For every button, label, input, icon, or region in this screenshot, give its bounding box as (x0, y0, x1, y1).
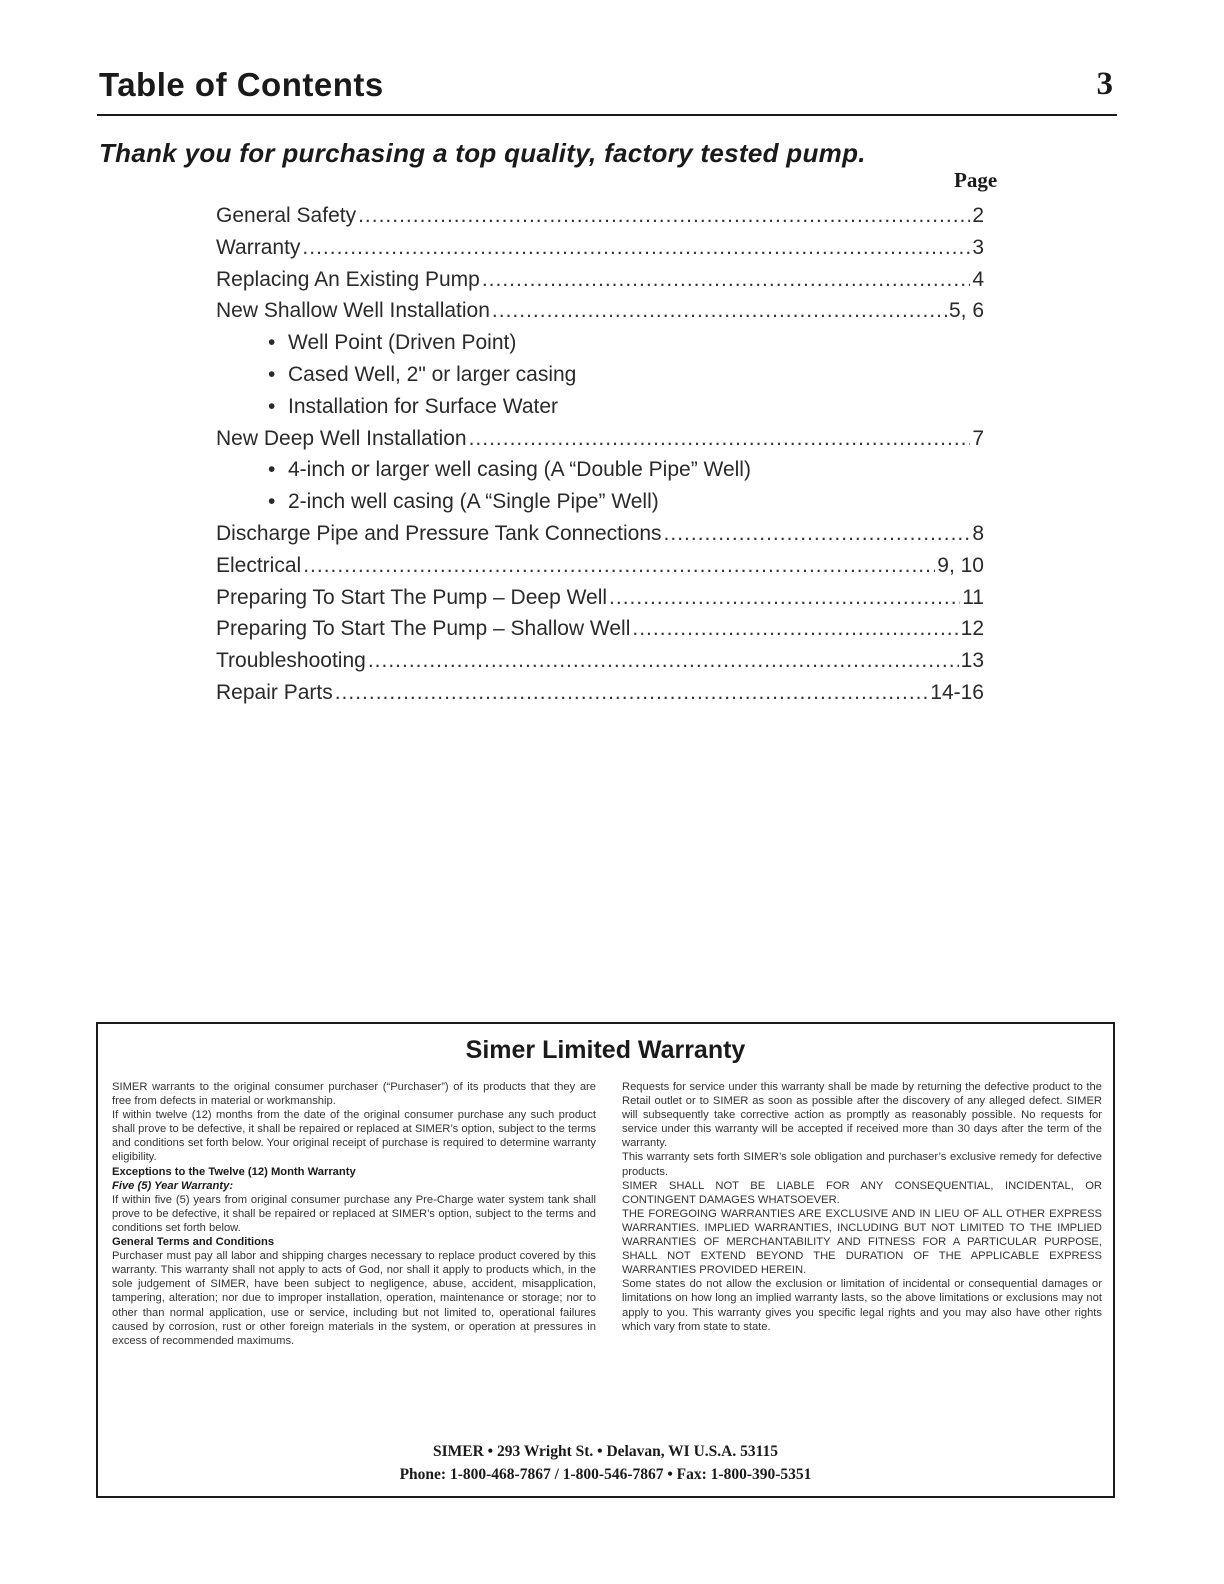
toc-entry[interactable] (216, 681, 984, 713)
toc-subentry (216, 331, 984, 363)
bullet-icon: • (268, 394, 276, 418)
toc-page: 8 (972, 521, 984, 545)
warranty-paragraph: If within five (5) years from original consumer purchase any Pre-Charge water system tank shall prove to be defective, it shall be repaired or replaced at SIMER’s option, subject to the terms and conditions set forth below. (112, 1193, 596, 1234)
page-title: Table of Contents (99, 66, 384, 103)
warranty-title: Simer Limited Warranty (465, 1036, 746, 1064)
toc-label: Troubleshooting (216, 649, 366, 673)
company-phone: Phone: 1-800-468-7867 / 1-800-546-7867 • Fax: 1-800-390-5351 (399, 1466, 812, 1483)
toc-subentry (216, 458, 984, 490)
toc-label: Replacing An Existing Pump (216, 267, 480, 291)
bullet-icon: • (268, 490, 276, 514)
toc-page: 5, 6 (948, 299, 984, 323)
toc-label: Repair Parts (216, 680, 333, 704)
page-number: 3 (1096, 66, 1113, 102)
warranty-left-column (112, 1080, 596, 1348)
toc-entry[interactable] (216, 522, 984, 554)
leader-dots (303, 554, 935, 578)
leader-dots (469, 427, 971, 451)
toc-entry[interactable] (216, 617, 984, 649)
toc-label: Preparing To Start The Pump – Shallow Well (216, 617, 631, 641)
leader-dots (492, 299, 947, 323)
leader-dots (609, 586, 960, 610)
toc-subentry (216, 490, 984, 522)
bullet-icon: • (268, 458, 276, 482)
toc-page: 4 (972, 267, 984, 291)
bullet-icon: • (268, 331, 276, 355)
warranty-paragraph: If within twelve (12) months from the date of the original consumer purchase any such product shall prove to be defective, it shall be repaired or replaced at SIMER’s option, subject to the terms and conditions set forth below. Your original receipt of purchase is required to determine warranty eligibility. (112, 1109, 596, 1164)
warranty-paragraph: THE FOREGOING WARRANTIES ARE EXCLUSIVE AND IN LIEU OF ALL OTHER EXPRESS WARRANTIES. IMPLIED WARRANTIES, INCLUDING BUT NOT LIMITED TO THE IMPLIED WARRANTIES OF MERCHANTABILITY AND FITNESS FOR A PARTICULAR PURPOSE, SHALL NOT EXTEND BEYOND THE DURATION OF THE APPLICABLE EXPRESS WARRANTIES PROVIDED HEREIN. (622, 1207, 1102, 1277)
toc-entry[interactable] (216, 649, 984, 681)
toc-label: New Shallow Well Installation (216, 299, 490, 323)
toc-label: 2-inch well casing (A “Single Pipe” Well) (288, 490, 659, 514)
warranty-paragraph: SIMER SHALL NOT BE LIABLE FOR ANY CONSEQUENTIAL, INCIDENTAL, OR CONTINGENT DAMAGES WHATSOEVER. (622, 1179, 1102, 1206)
company-address: SIMER • 293 Wright St. • Delavan, WI U.S.A. 53115 (432, 1443, 778, 1460)
toc-page: 7 (972, 426, 984, 450)
bullet-icon: • (268, 362, 276, 386)
page-header (97, 64, 1117, 116)
toc-entry[interactable] (216, 427, 984, 459)
toc-subentry (216, 363, 984, 395)
toc-entry[interactable] (216, 268, 984, 300)
warranty-paragraph: Requests for service under this warranty shall be made by returning the defective product to the Retail outlet or to SIMER as soon as possible after the discovery of any alleged defect. SIMER will subsequently take corrective action as promptly as reasonably possible. No requests for service under this warranty will be accepted if received more than 30 days after the term of the warranty. (622, 1081, 1102, 1150)
toc-subentry (216, 395, 984, 427)
warranty-paragraph: This warranty sets forth SIMER’s sole obligation and purchaser’s exclusive remedy for defective products. (622, 1151, 1102, 1178)
warranty-subheading: Exceptions to the Twelve (12) Month Warranty (112, 1165, 356, 1178)
toc-label: 4-inch or larger well casing (A “Double Pipe” Well) (288, 458, 751, 482)
warranty-box (96, 1022, 1115, 1498)
toc-label: Preparing To Start The Pump – Deep Well (216, 585, 608, 609)
toc-label: Discharge Pipe and Pressure Tank Connections (216, 521, 662, 545)
page-column-label: Page (954, 168, 998, 192)
leader-dots (302, 236, 970, 260)
toc-page: 13 (960, 649, 984, 673)
warranty-paragraph: Some states do not allow the exclusion or limitation of incidental or consequential damages or limitations on how long an implied warranty lasts, so the above limitations or exclusions may not apply to you. This warranty gives you specific legal rights and you may also have other rights which vary from state to state. (622, 1278, 1102, 1333)
leader-dots (482, 268, 971, 292)
toc-page: 11 (962, 585, 984, 609)
warranty-right-column (622, 1080, 1102, 1334)
toc-label: New Deep Well Installation (216, 426, 467, 450)
toc-entry[interactable] (216, 204, 984, 236)
toc-label: Electrical (216, 553, 302, 577)
toc-entry[interactable] (216, 554, 984, 586)
toc-label: Warranty (216, 235, 301, 259)
subtitle: Thank you for purchasing a top quality, factory tested pump. (99, 138, 866, 168)
leader-dots (368, 649, 959, 673)
toc-page: 2 (972, 204, 984, 227)
warranty-paragraph: SIMER warrants to the original consumer purchaser (“Purchaser”) of its products that they are free from defects in material or workmanship. (112, 1081, 596, 1108)
leader-dots (335, 681, 929, 705)
toc-label: Well Point (Driven Point) (288, 331, 517, 355)
toc-label: General Safety (216, 204, 357, 227)
toc-page: 9, 10 (937, 553, 984, 577)
toc-entry[interactable] (216, 236, 984, 268)
company-contact (98, 1440, 1113, 1486)
leader-dots (358, 204, 970, 228)
toc-label: Installation for Surface Water (288, 394, 559, 418)
toc-entry[interactable] (216, 586, 984, 618)
leader-dots (664, 522, 971, 546)
table-of-contents (216, 204, 984, 713)
toc-page: 3 (972, 235, 984, 259)
toc-entry[interactable] (216, 299, 984, 331)
warranty-paragraph: Purchaser must pay all labor and shipping charges necessary to replace product covered by this warranty. This warranty shall not apply to acts of God, nor shall it apply to products which, in the sole judgement of SIMER, have been subject to negligence, abuse, accident, misapplication, tampering, alteration; nor due to improper installation, operation, maintenance or storage; nor to other than normal application, use or service, including but not limited to, operational failures caused by corrosion, rust or other foreign materials in the system, or operation at pressures in excess of recommended maximums. (112, 1250, 596, 1347)
leader-dots (632, 617, 958, 641)
toc-label: Cased Well, 2" or larger casing (288, 362, 577, 386)
toc-page: 12 (960, 617, 984, 641)
warranty-subheading: General Terms and Conditions (112, 1236, 275, 1249)
toc-page: 14-16 (930, 680, 984, 704)
warranty-subheading: Five (5) Year Warranty: (112, 1179, 234, 1192)
